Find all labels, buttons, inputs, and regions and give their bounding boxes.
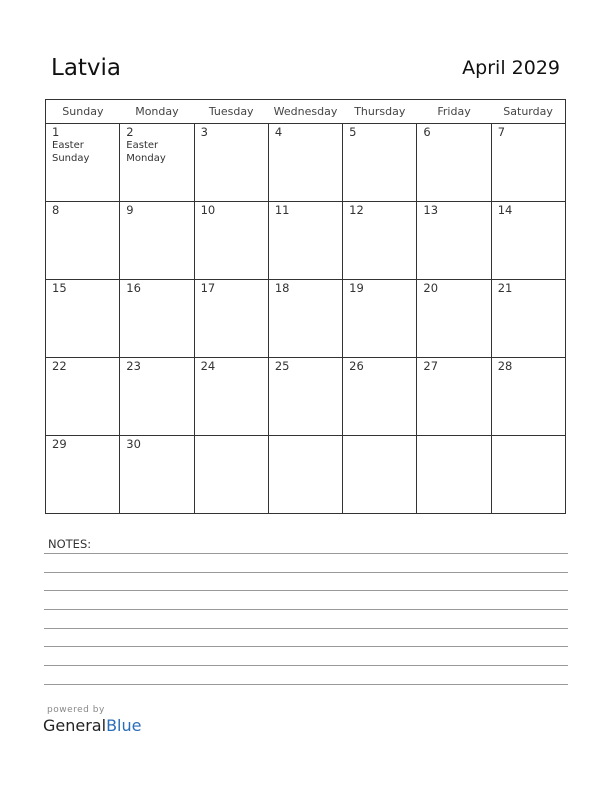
day-cell — [491, 358, 565, 436]
day-cell — [268, 202, 342, 280]
day-number: 25 — [274, 359, 290, 373]
day-number: 21 — [497, 281, 513, 295]
day-cell — [46, 124, 120, 202]
day-number: 1 — [52, 125, 60, 139]
weekday-header: Monday — [120, 100, 194, 124]
day-number: 2 — [126, 125, 134, 139]
note-line — [44, 684, 568, 685]
day-number: 12 — [349, 203, 364, 217]
day-cell — [268, 436, 342, 514]
note-line — [44, 646, 568, 647]
day-number: 3 — [200, 125, 208, 139]
day-cell — [491, 436, 565, 514]
powered-by-text: powered by — [47, 705, 105, 715]
day-number: 27 — [423, 359, 439, 373]
day-cell — [417, 124, 491, 202]
day-number: 23 — [126, 359, 141, 373]
day-number: 24 — [200, 359, 216, 373]
note-line — [44, 572, 568, 573]
day-cell — [343, 436, 417, 514]
day-number: 29 — [52, 437, 67, 451]
day-number: 17 — [200, 281, 216, 295]
day-cell — [46, 358, 120, 436]
day-cell — [491, 280, 565, 358]
month-year-title: April 2029 — [462, 57, 560, 79]
brand-general: General — [43, 716, 107, 735]
generalblue-logo — [43, 716, 141, 735]
day-cell — [46, 202, 120, 280]
day-cell — [46, 436, 120, 514]
day-cell — [194, 436, 268, 514]
day-cell — [46, 280, 120, 358]
day-cell — [120, 280, 194, 358]
day-cell — [194, 202, 268, 280]
day-number: 14 — [497, 203, 513, 217]
day-cell — [491, 202, 565, 280]
day-cell — [417, 280, 491, 358]
day-number: 20 — [423, 281, 439, 295]
day-cell — [417, 358, 491, 436]
day-number: 22 — [52, 359, 67, 373]
day-number: 8 — [52, 203, 60, 217]
day-number: 16 — [126, 281, 141, 295]
day-cell — [343, 358, 417, 436]
day-cell — [120, 124, 194, 202]
day-number: 7 — [497, 125, 506, 139]
day-cell — [194, 358, 268, 436]
note-line — [44, 609, 568, 610]
day-number: 19 — [349, 281, 364, 295]
holiday-label: Easter — [52, 140, 84, 151]
note-line — [44, 665, 568, 666]
week-row — [46, 280, 566, 358]
weekday-header: Thursday — [343, 100, 417, 124]
weekday-header: Friday — [417, 100, 491, 124]
day-number: 15 — [52, 281, 67, 295]
calendar-body — [46, 124, 566, 514]
brand-blue: Blue — [106, 716, 142, 735]
week-row — [46, 436, 566, 514]
note-line — [44, 628, 568, 629]
weekday-header-row — [46, 100, 566, 124]
day-number: 9 — [126, 203, 134, 217]
weekday-header: Saturday — [491, 100, 565, 124]
day-cell — [194, 124, 268, 202]
day-cell — [491, 124, 565, 202]
day-number: 11 — [274, 203, 290, 217]
day-number: 13 — [423, 203, 439, 217]
day-cell — [343, 124, 417, 202]
day-number: 5 — [349, 125, 357, 139]
holiday-label: Monday — [126, 153, 166, 164]
day-number: 28 — [497, 359, 513, 373]
weekday-header: Tuesday — [194, 100, 268, 124]
note-line — [44, 590, 568, 591]
notes-label: NOTES: — [48, 537, 92, 551]
note-line — [44, 553, 568, 554]
day-cell — [417, 202, 491, 280]
day-number: 30 — [126, 437, 141, 451]
day-number: 18 — [274, 281, 290, 295]
day-cell — [343, 202, 417, 280]
day-number: 6 — [423, 125, 431, 139]
country-title: Latvia — [51, 55, 122, 81]
holiday-label: Sunday — [52, 153, 90, 164]
day-number: 26 — [349, 359, 364, 373]
weekday-header: Wednesday — [268, 100, 342, 124]
week-row — [46, 358, 566, 436]
day-cell — [194, 280, 268, 358]
day-cell — [268, 280, 342, 358]
weekday-header: Sunday — [46, 100, 120, 124]
day-cell — [417, 436, 491, 514]
day-cell — [343, 280, 417, 358]
day-cell — [120, 202, 194, 280]
week-row — [46, 202, 566, 280]
day-number: 4 — [274, 125, 283, 139]
day-number: 10 — [200, 203, 216, 217]
calendar-grid — [45, 99, 566, 514]
day-cell — [268, 358, 342, 436]
holiday-label: Easter — [126, 140, 159, 151]
week-row — [46, 124, 566, 202]
day-cell — [120, 436, 194, 514]
day-cell — [268, 124, 342, 202]
day-cell — [120, 358, 194, 436]
